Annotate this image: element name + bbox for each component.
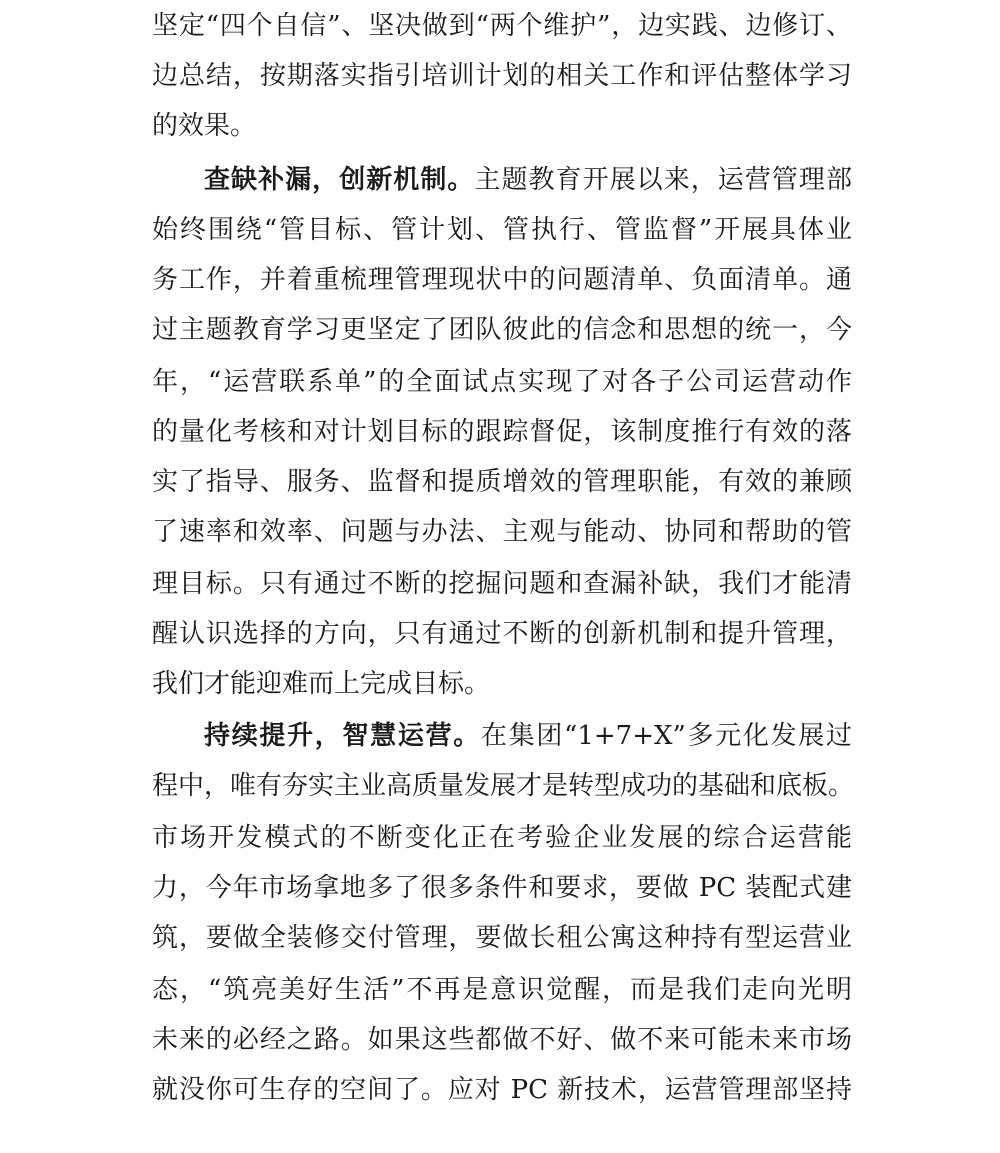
text-line-19: 筑，要做全装修交付管理，要做长租公寓这种持有型运营业 [152, 923, 852, 953]
paragraph-3-first-line-text: 在集团“1+7+X”多元化发展过 [480, 721, 852, 751]
text-line-5: 始终围绕“管目标、管计划、管执行、管监督”开展具体业 [152, 215, 852, 245]
paragraph-3-first-line [204, 718, 852, 754]
text-line-1: 坚定“四个自信”、坚决做到“两个维护”，边实践、边修订、 [152, 11, 852, 41]
text-line-18: 力，今年市场拿地多了很多条件和要求，要做 PC 装配式建 [152, 873, 852, 903]
text-line-2: 边总结，按期落实指引培训计划的相关工作和评估整体学习 [152, 61, 852, 91]
text-line-3: 的效果。 [152, 111, 257, 141]
paragraph-2-first-line-text: 主题教育开展以来，运营管理部 [474, 165, 852, 195]
text-line-7: 过主题教育学习更坚定了团队彼此的信念和思想的统一，今 [152, 315, 852, 345]
paragraph-2-first-line [204, 162, 852, 198]
text-line-16: 程中，唯有夯实主业高质量发展才是转型成功的基础和底板。 [152, 771, 855, 801]
text-line-9: 的量化考核和对计划目标的跟踪督促，该制度推行有效的落 [152, 417, 852, 447]
text-line-10: 实了指导、服务、监督和提质增效的管理职能，有效的兼顾 [152, 467, 852, 497]
text-line-8: 年，“运营联系单”的全面试点实现了对各子公司运营动作 [152, 367, 852, 397]
text-line-21: 未来的必经之路。如果这些都做不好、做不来可能未来市场 [152, 1025, 852, 1055]
text-line-12: 理目标。只有通过不断的挖掘问题和查漏补缺，我们才能清 [152, 569, 852, 599]
text-line-11: 了速率和效率、问题与办法、主观与能动、协同和帮助的管 [152, 517, 852, 547]
text-line-22: 就没你可生存的空间了。应对 PC 新技术，运营管理部坚持 [152, 1075, 852, 1105]
text-line-6: 务工作，并着重梳理管理现状中的问题清单、负面清单。通 [152, 265, 852, 295]
text-line-13: 醒认识选择的方向，只有通过不断的创新机制和提升管理， [152, 619, 852, 649]
text-line-14: 我们才能迎难而上完成目标。 [152, 669, 491, 699]
heading-section-2: 查缺补漏，创新机制。 [204, 165, 475, 195]
heading-section-3: 持续提升，智慧运营。 [204, 721, 481, 751]
text-line-20: 态，“筑亮美好生活”不再是意识觉醒，而是我们走向光明 [152, 975, 852, 1005]
text-line-17: 市场开发模式的不断变化正在考验企业发展的综合运营能 [152, 823, 852, 853]
